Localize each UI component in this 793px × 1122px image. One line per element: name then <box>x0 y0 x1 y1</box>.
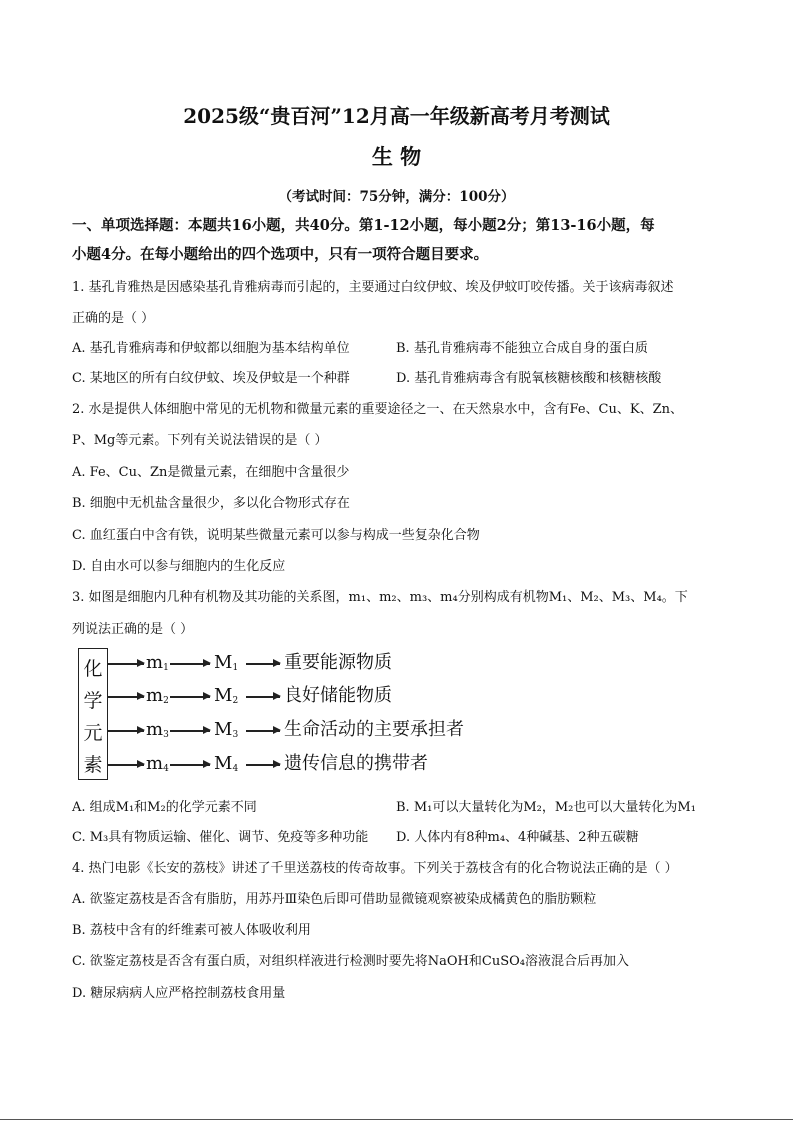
arrow-M1-to-function <box>246 663 280 665</box>
q3-stem-line1: 3. 如图是细胞内几种有机物及其功能的关系图，m₁、m₂、m₃、m₄分别构成有机物M₁、M₂、M₃、M₄。下 <box>72 590 688 605</box>
q2-option-d: D. 自由水可以参与细胞内的生化反应 <box>72 559 286 574</box>
label-M3: $M_3$ <box>214 719 239 740</box>
arrow-element-to-m2 <box>108 696 144 698</box>
box-char-1: 化 <box>83 658 103 680</box>
q4-option-b: B. 荔枝中含有的纤维素可被人体吸收利用 <box>72 923 311 938</box>
label-m4: $m_4$ <box>146 753 169 774</box>
arrow-m4-to-M4 <box>170 764 210 766</box>
exam-info: （考试时间：75分钟，满分：100分） <box>278 189 515 205</box>
q3-stem-line2: 列说法正确的是（ ） <box>72 622 194 637</box>
function-3: 生命活动的主要承担者 <box>284 719 464 740</box>
arrow-element-to-m3 <box>108 730 144 732</box>
q3-option-a: A. 组成M₁和M₂的化学元素不同 <box>72 800 257 815</box>
function-1: 重要能源物质 <box>284 652 392 673</box>
q1-option-b: B. 基孔肯雅病毒不能独立合成自身的蛋白质 <box>396 341 648 356</box>
function-2: 良好储能物质 <box>284 685 392 706</box>
q1-option-c: C. 某地区的所有白纹伊蚊、埃及伊蚊是一个种群 <box>72 371 350 386</box>
organic-compound-diagram <box>74 648 514 783</box>
q2-option-b: B. 细胞中无机盐含量很少，多以化合物形式存在 <box>72 496 350 511</box>
arrow-m3-to-M3 <box>170 730 210 732</box>
arrow-M2-to-function <box>246 696 280 698</box>
q3-option-b: B. M₁可以大量转化为M₂，M₂也可以大量转化为M₁ <box>396 800 696 815</box>
box-char-2: 学 <box>83 690 103 712</box>
page-bottom-divider <box>0 1119 793 1120</box>
section-heading-line2: 小题4分。在每小题给出的四个选项中，只有一项符合题目要求。 <box>72 246 489 263</box>
q4-option-d: D. 糖尿病病人应严格控制荔枝食用量 <box>72 986 286 1001</box>
q3-option-c: C. M₃具有物质运输、催化、调节、免疫等多种功能 <box>72 830 369 845</box>
arrow-element-to-m4 <box>108 764 144 766</box>
q1-stem-line2: 正确的是（ ） <box>72 311 155 326</box>
q4-option-a: A. 欲鉴定荔枝是否含有脂肪，用苏丹Ⅲ染色后即可借助显微镜观察被染成橘黄色的脂肪颗粒 <box>72 892 597 907</box>
arrow-element-to-m1 <box>108 663 144 665</box>
q2-option-c: C. 血红蛋白中含有铁，说明某些微量元素可以参与构成一些复杂化合物 <box>72 528 480 543</box>
chemical-elements-box <box>78 648 108 780</box>
arrow-m1-to-M1 <box>170 663 210 665</box>
function-4: 遗传信息的携带者 <box>284 753 428 774</box>
box-char-4: 素 <box>83 754 103 776</box>
page-title: 2025级“贵百河”12月高一年级新高考月考测试 <box>183 104 610 128</box>
subject-title: 生 物 <box>371 144 422 169</box>
q2-option-a: A. Fe、Cu、Zn是微量元素，在细胞中含量很少 <box>72 465 350 480</box>
q1-stem-line1: 1. 基孔肯雅热是因感染基孔肯雅病毒而引起的，主要通过白纹伊蚊、埃及伊蚊叮咬传播。关于该病毒叙述 <box>72 280 674 295</box>
q2-stem-line1: 2. 水是提供人体细胞中常见的无机物和微量元素的重要途径之一、在天然泉水中，含有Fe、Cu、K、Zn、 <box>72 402 683 417</box>
q1-option-a: A. 基孔肯雅病毒和伊蚊都以细胞为基本结构单位 <box>72 341 350 356</box>
q4-stem: 4. 热门电影《长安的荔枝》讲述了千里送荔枝的传奇故事。下列关于荔枝含有的化合物说法正确的是（ ） <box>72 861 678 876</box>
box-char-3: 元 <box>83 722 103 744</box>
arrow-M3-to-function <box>246 730 280 732</box>
q3-option-d: D. 人体内有8种m₄、4种碱基、2种五碳糖 <box>396 830 639 845</box>
q2-stem-line2: P、Mg等元素。下列有关说法错误的是（ ） <box>72 433 328 448</box>
label-M1: $M_1$ <box>214 652 239 673</box>
arrow-M4-to-function <box>246 764 280 766</box>
label-M4: $M_4$ <box>214 753 239 774</box>
label-m1: $m_1$ <box>146 652 169 673</box>
arrow-m2-to-M2 <box>170 696 210 698</box>
label-m2: $m_2$ <box>146 685 169 706</box>
q4-option-c: C. 欲鉴定荔枝是否含有蛋白质，对组织样液进行检测时要先将NaOH和CuSO₄溶液混合后再加入 <box>72 954 629 969</box>
q1-option-d: D. 基孔肯雅病毒含有脱氧核糖核酸和核糖核酸 <box>396 371 662 386</box>
label-M2: $M_2$ <box>214 685 239 706</box>
label-m3: $m_3$ <box>146 719 169 740</box>
section-heading-line1: 一、单项选择题：本题共16小题，共40分。第1-12小题，每小题2分；第13-16小题，每 <box>72 217 655 234</box>
